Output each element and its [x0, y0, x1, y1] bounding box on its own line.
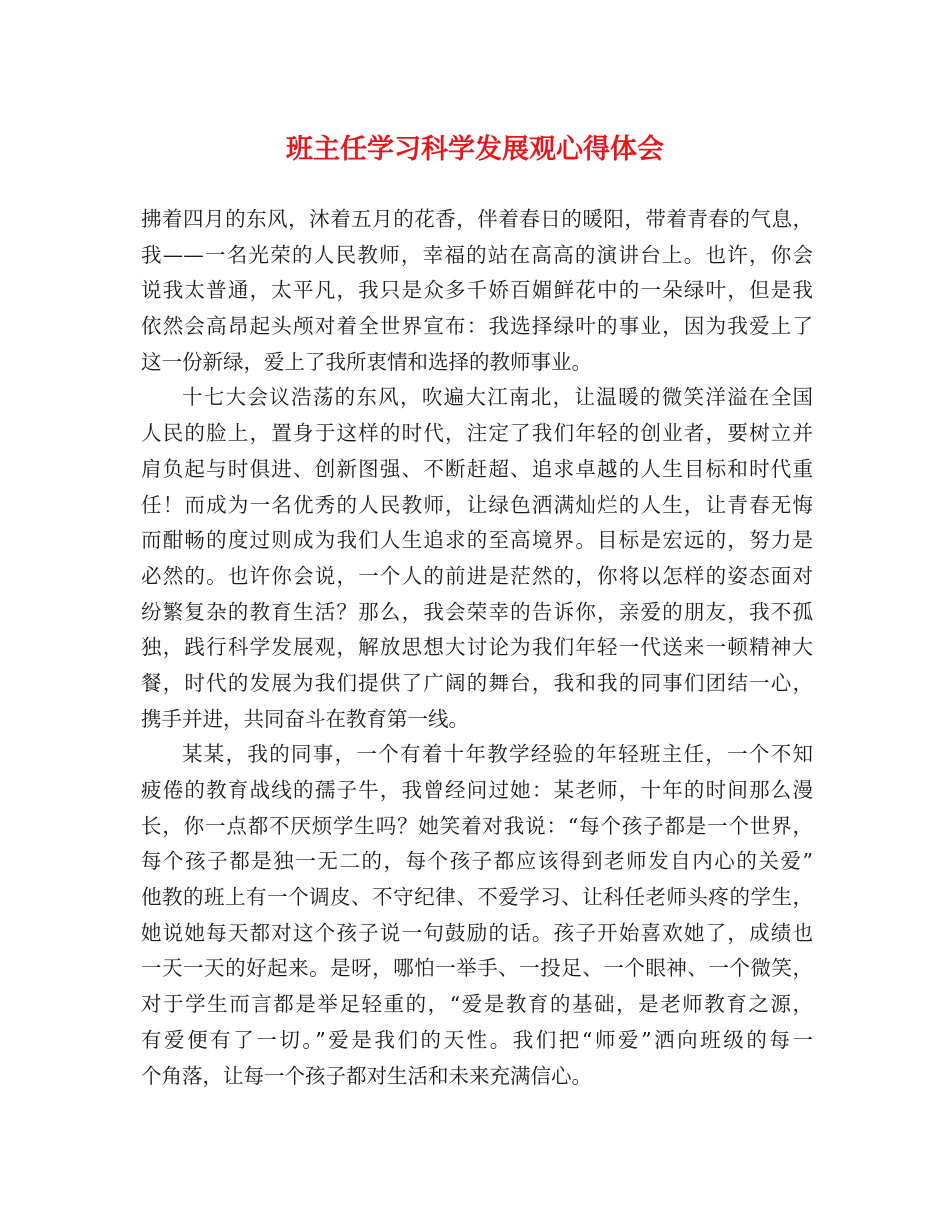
paragraph-line: 必然的。也许你会说，一个人的前进是茫然的，你将以怎样的姿态面对 — [141, 563, 813, 588]
paragraph-line: 肩负起与时俱进、创新图强、不断赶超、追求卓越的人生目标和时代重 — [141, 456, 813, 481]
paragraph-line: 而酣畅的度过则成为我们人生追求的至高境界。目标是宏远的，努力是 — [141, 528, 813, 553]
paragraph-line: 餐，时代的发展为我们提供了广阔的舞台，我和我的同事们团结一心， — [141, 670, 813, 695]
paragraph-line: 某某，我的同事，一个有着十年教学经验的年轻班主任，一个不知 — [182, 742, 813, 767]
paragraph-line: 任！而成为一名优秀的人民教师，让绿色洒满灿烂的人生，让青春无悔 — [141, 492, 813, 517]
paragraph-line: 依然会高昂起头颅对着全世界宣布：我选择绿叶的事业，因为我爱上了 — [141, 314, 813, 339]
paragraph-1 — [141, 202, 813, 380]
paragraph-2 — [141, 380, 813, 737]
paragraph-line: 个角落，让每一个孩子都对生活和未来充满信心。 — [141, 1063, 592, 1088]
document-title: 班主任学习科学发展观心得体会 — [286, 134, 664, 165]
paragraph-line: 携手并进，共同奋斗在教育第一线。 — [141, 706, 469, 731]
paragraph-line: 对于学生而言都是举足轻重的，“爱是教育的基础，是老师教育之源， — [141, 992, 813, 1017]
document-body — [141, 202, 813, 1094]
paragraph-line: 疲倦的教育战线的孺子牛，我曾经问过她：某老师，十年的时间那么漫 — [141, 778, 813, 802]
paragraph-line: 他教的班上有一个调皮、不守纪律、不爱学习、让科任老师头疼的学生， — [141, 885, 813, 910]
paragraph-line: 每个孩子都是独一无二的，每个孩子都应该得到老师发自内心的关爱” — [141, 849, 813, 874]
paragraph-line: 独，践行科学发展观，解放思想大讨论为我们年轻一代送来一顿精神大 — [141, 635, 813, 660]
paragraph-line: 一天一天的好起来。是呀，哪怕一举手、一投足、一个眼神、一个微笑， — [141, 956, 813, 981]
paragraph-line: 说我太普通，太平凡，我只是众多千娇百媚鲜花中的一朵绿叶，但是我 — [141, 278, 813, 303]
paragraph-line: 我——一名光荣的人民教师，幸福的站在高高的演讲台上。也许，你会 — [141, 242, 813, 267]
paragraph-line: 十七大会议浩荡的东风，吹遍大江南北，让温暖的微笑洋溢在全国 — [182, 385, 813, 410]
paragraph-line: 长，你一点都不厌烦学生吗？她笑着对我说：“每个孩子都是一个世界， — [141, 813, 813, 838]
paragraph-line: 人民的脸上，置身于这样的时代，注定了我们年轻的创业者，要树立并 — [141, 421, 813, 446]
paragraph-line: 这一份新绿，爱上了我所衷情和选择的教师事业。 — [141, 349, 592, 374]
paragraph-line: 纷繁复杂的教育生活？那么，我会荣幸的告诉你，亲爱的朋友，我不孤 — [141, 599, 813, 624]
paragraph-line: 她说她每天都对这个孩子说一句鼓励的话。孩子开始喜欢她了，成绩也 — [141, 920, 813, 945]
paragraph-line: 拂着四月的东风，沐着五月的花香，伴着春日的暖阳，带着青春的气息， — [141, 207, 813, 231]
paragraph-line: 有爱便有了一切。”爱是我们的天性。我们把“师爱”洒向班级的每一 — [141, 1027, 813, 1052]
paragraph-3 — [141, 737, 813, 1094]
